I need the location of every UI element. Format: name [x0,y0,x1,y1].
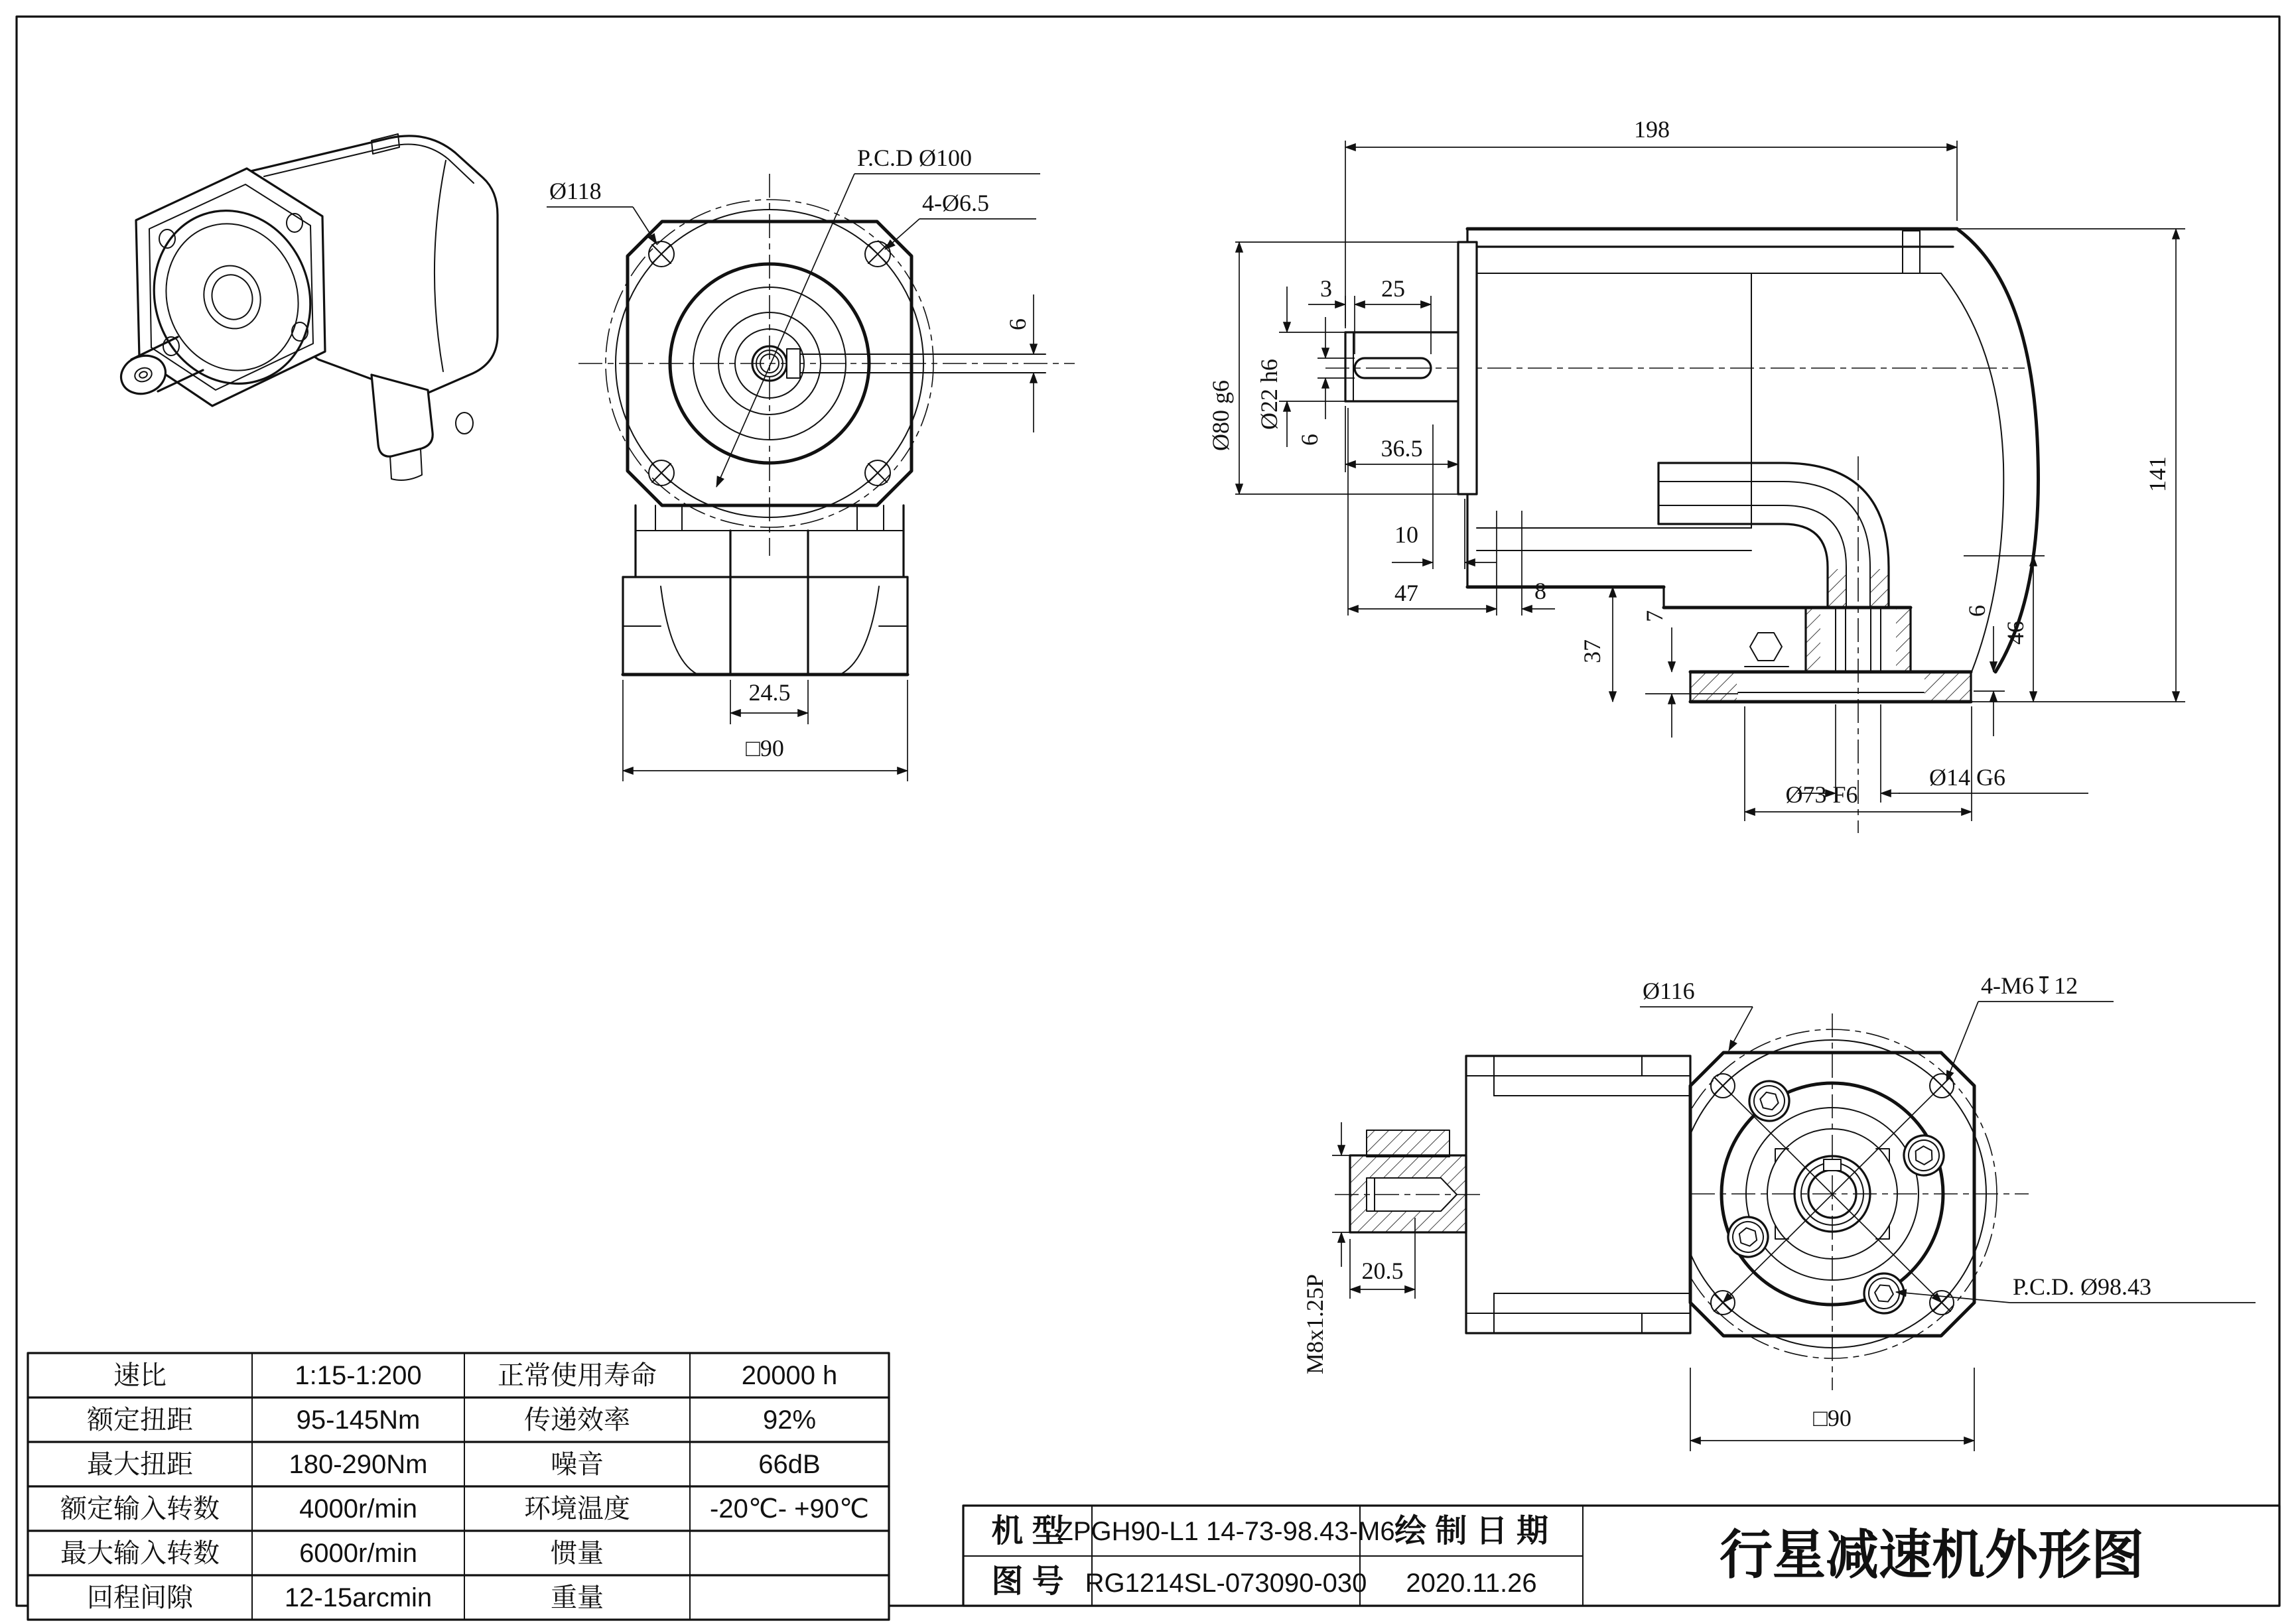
bottom-label-d116: Ø116 [1643,978,1695,1004]
side-dim-3: 3 [1320,275,1332,302]
spec-cell: 180-290Nm [289,1450,428,1479]
front-label-pcd: P.C.D Ø100 [857,145,973,171]
bottom-socket-screws [1723,1077,1951,1315]
spec-cell: 95-145Nm [296,1405,421,1435]
spec-cell: 额定扭距 [87,1405,193,1435]
bottom-view [1302,972,2256,1451]
title-model-label: 机 型 [991,1514,1064,1549]
side-dim-8: 8 [1534,578,1546,604]
spec-table [28,1353,889,1620]
spec-cell: 传递效率 [524,1405,630,1435]
side-dim-7: 7 [1641,610,1668,622]
title-block [963,1506,2279,1606]
spec-cell: 正常使用寿命 [498,1361,657,1390]
front-dim-key-width: 6 [1004,318,1031,330]
bottom-motor-body [1466,1056,1690,1333]
side-dim-37: 37 [1579,639,1605,663]
spec-cell: 回程间隙 [87,1583,193,1612]
bottom-label-pcd: P.C.D. Ø98.43 [2013,1273,2152,1300]
bottom-label-4m6: 4-M6↧12 [1981,972,2078,999]
side-dim-d80: Ø80 g6 [1207,380,1234,451]
spec-cell: 环境温度 [524,1494,630,1524]
spec-cell: 12-15arcmin [284,1583,433,1612]
spec-cell: 速比 [113,1361,167,1390]
side-elbow [1658,463,1889,608]
side-dim-6: 6 [1964,605,1990,617]
spec-cell: 最大输入转数 [60,1539,220,1568]
side-dim-46: 46 [2002,621,2029,645]
front-label-d118: Ø118 [549,178,602,204]
front-view [547,145,1075,781]
side-dim-198: 198 [1634,116,1670,143]
spec-cell: 4000r/min [299,1494,417,1524]
spec-cell: 惯量 [551,1539,604,1568]
spec-cell: 1:15-1:200 [295,1361,422,1390]
spec-cell: 92% [762,1405,817,1435]
spec-cell: 最大扭距 [87,1450,193,1479]
spec-cell: 噪音 [551,1450,604,1479]
side-view [1207,116,2185,833]
spec-cell: 重量 [551,1583,604,1612]
title-drawingno-label: 图 号 [991,1564,1064,1599]
spec-cell: 66dB [758,1450,821,1479]
bottom-label-m8: M8x1.25P [1302,1273,1328,1374]
side-label-d14: Ø14 G6 [1929,764,2005,791]
spec-cell: 额定输入转数 [60,1494,220,1524]
bottom-dim-square: □90 [1813,1405,1852,1431]
side-dim-47: 47 [1394,580,1418,606]
title-date-label: 绘 制 日 期 [1394,1514,1549,1549]
front-dim-boss: 24.5 [748,679,791,706]
side-dim-d22: Ø22 h6 [1256,359,1282,430]
bottom-shaft-section [1332,1122,1481,1267]
side-dim-141: 141 [2144,456,2171,492]
side-dim-key: 6 [1296,434,1323,446]
side-label-d73: Ø73 F6 [1785,781,1858,808]
spec-cell: -20℃- +90℃ [710,1494,869,1524]
side-dim-25: 25 [1381,275,1405,302]
side-dim-36-5: 36.5 [1381,435,1423,462]
title-date-value: 2020.11.26 [1406,1569,1537,1598]
title-drawing-title: 行星减速机外形图 [1720,1526,2144,1585]
title-drawingno-value: RG1214SL-073090-030 [1085,1569,1367,1598]
bottom-dim-20-5: 20.5 [1361,1258,1404,1284]
spec-cell: 20000 h [741,1361,838,1390]
front-dim-square: □90 [746,735,784,761]
front-label-holes: 4-Ø6.5 [922,190,989,216]
title-model-value: ZPGH90-L1 14-73-98.43-M6 [1057,1517,1395,1546]
spec-cell: 6000r/min [299,1539,417,1568]
front-lower-housing [623,505,908,675]
side-dim-10: 10 [1394,521,1418,548]
isometric-view [116,134,498,480]
